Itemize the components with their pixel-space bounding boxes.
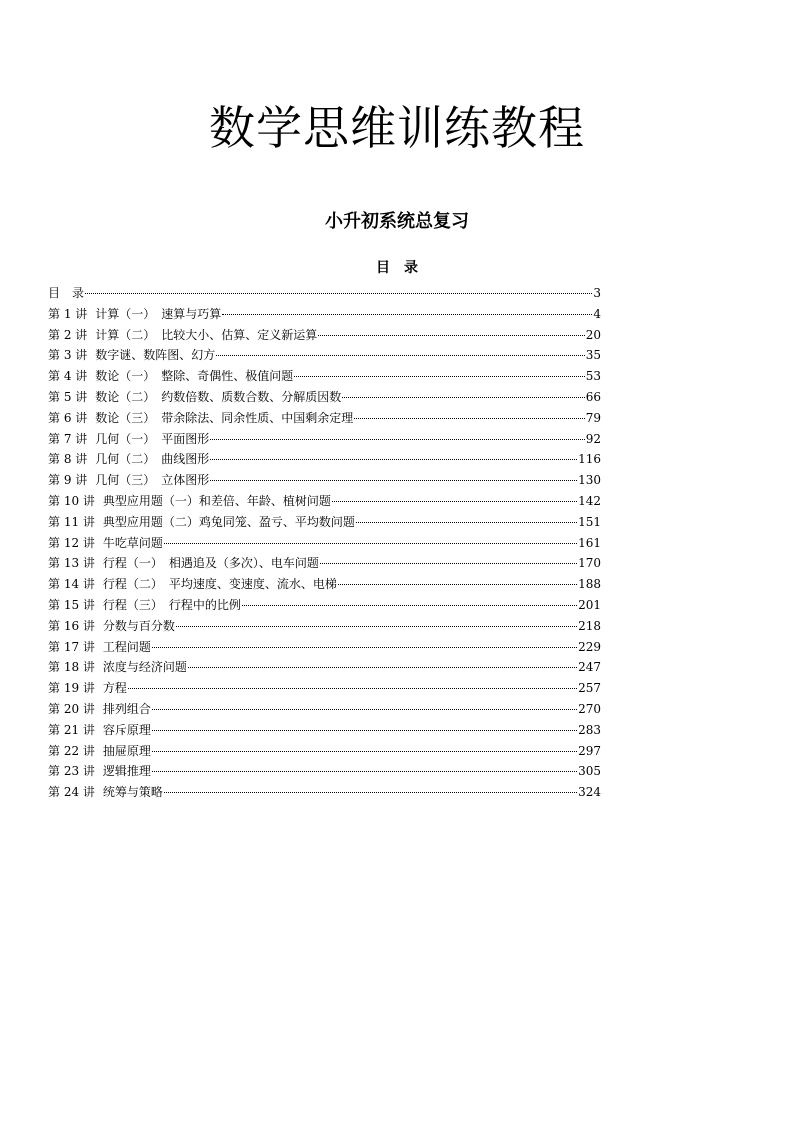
- toc-entry-number: 第 16 讲: [48, 618, 95, 633]
- toc-dot-leader: [152, 647, 577, 648]
- toc-entry-number: 第 10 讲: [48, 493, 95, 508]
- toc-entry-title: 方程: [102, 681, 127, 696]
- toc-dot-leader: [294, 376, 584, 377]
- toc-entry[interactable]: [48, 429, 601, 450]
- toc-entry[interactable]: [48, 533, 601, 554]
- toc-dot-leader: [152, 730, 577, 731]
- toc-entry-number: 第 15 讲: [48, 597, 95, 612]
- toc-entry-page: 3: [593, 286, 601, 300]
- toc-dot-leader: [320, 563, 577, 564]
- toc-entry[interactable]: [48, 574, 601, 595]
- toc-entry-number: 第 24 讲: [48, 785, 95, 800]
- toc-dot-leader: [85, 293, 592, 294]
- toc-entry-number: 第 18 讲: [48, 660, 95, 675]
- toc-dot-leader: [332, 501, 577, 502]
- toc-entry-title: 行程（二） 平均速度、变速度、流水、电梯: [102, 577, 337, 592]
- toc-entry-title: 数字谜、数阵图、幻方: [95, 348, 216, 363]
- toc-dot-leader: [242, 605, 577, 606]
- toc-entry[interactable]: [48, 283, 601, 304]
- toc-entry[interactable]: [48, 408, 601, 429]
- toc-entry-page: 170: [578, 556, 601, 571]
- toc-dot-leader: [164, 543, 577, 544]
- toc-entry-number: 目 录: [48, 286, 85, 300]
- toc-entry-page: 161: [578, 535, 601, 550]
- toc-entry-page: 305: [578, 764, 601, 779]
- toc-entry-title: 容斥原理: [102, 722, 151, 737]
- toc-entry-title: 几何（二） 曲线图形: [95, 452, 210, 467]
- toc-entry-title: 数论（二） 约数倍数、质数合数、分解质因数: [95, 389, 342, 404]
- toc-entry-page: 130: [578, 473, 601, 488]
- toc-entry-page: 201: [578, 597, 601, 612]
- toc-entry-page: 229: [578, 639, 601, 654]
- toc-entry-title: 数论（三） 带余除法、同余性质、中国剩余定理: [95, 410, 354, 425]
- toc-entry[interactable]: [48, 637, 601, 658]
- toc-entry-number: 第 5 讲: [48, 389, 88, 404]
- toc-entry-number: 第 3 讲: [48, 348, 88, 363]
- toc-entry-number: 第 11 讲: [48, 514, 95, 529]
- toc-entry-number: 第 1 讲: [48, 306, 88, 321]
- toc-entry[interactable]: [48, 366, 601, 387]
- toc-entry-title: 典型应用题（二）鸡兔同笼、盈亏、平均数问题: [102, 514, 355, 529]
- toc-dot-leader: [152, 771, 577, 772]
- toc-dot-leader: [152, 751, 577, 752]
- toc-entry-page: 218: [578, 618, 601, 633]
- toc-entry-page: 66: [585, 389, 601, 404]
- toc-entry-title: 排列组合: [102, 701, 151, 716]
- toc-entry-title: 抽屉原理: [102, 743, 151, 758]
- toc-entry-title: 几何（三） 立体图形: [95, 473, 210, 488]
- toc-entry[interactable]: [48, 616, 601, 637]
- toc-entry-page: 257: [578, 681, 601, 696]
- toc-entry-page: 270: [578, 701, 601, 716]
- toc-dot-leader: [188, 667, 577, 668]
- toc-entry[interactable]: [48, 699, 601, 720]
- toc-entry-number: 第 8 讲: [48, 452, 88, 467]
- toc-entry-number: 第 19 讲: [48, 681, 95, 696]
- toc-entry-title: 几何（一） 平面图形: [95, 431, 210, 446]
- toc-entry-number: 第 12 讲: [48, 535, 95, 550]
- toc-entry-page: 35: [585, 348, 601, 363]
- document-subtitle: 小升初系统总复习: [325, 211, 469, 232]
- toc-dot-leader: [152, 709, 577, 710]
- toc-dot-leader: [176, 626, 577, 627]
- toc-entry-number: 第 7 讲: [48, 431, 88, 446]
- toc-entry-title: 数论（一） 整除、奇偶性、极值问题: [95, 369, 294, 384]
- toc-entry-number: 第 22 讲: [48, 743, 95, 758]
- toc-entry-page: 188: [578, 577, 601, 592]
- toc-entry-page: 151: [578, 514, 601, 529]
- toc-entry-number: 第 20 讲: [48, 701, 95, 716]
- toc-entry-page: 79: [585, 410, 601, 425]
- toc-entry-page: 92: [585, 431, 601, 446]
- toc-entry-number: 第 13 讲: [48, 556, 95, 571]
- toc-dot-leader: [356, 522, 577, 523]
- toc-entry[interactable]: [48, 553, 601, 574]
- document-title: 数学思维训练教程: [209, 101, 585, 155]
- toc-entry-number: 第 9 讲: [48, 473, 88, 488]
- toc-dot-leader: [354, 418, 584, 419]
- toc-entry[interactable]: [48, 325, 601, 346]
- toc-entry-number: 第 2 讲: [48, 327, 88, 342]
- toc-entry[interactable]: [48, 761, 601, 782]
- toc-entry[interactable]: [48, 491, 601, 512]
- toc-heading: 目 录: [376, 260, 418, 276]
- toc-dot-leader: [342, 397, 584, 398]
- toc-dot-leader: [164, 792, 577, 793]
- toc-entry[interactable]: [48, 595, 601, 616]
- toc-entry-title: 计算（二） 比较大小、估算、定义新运算: [95, 327, 318, 342]
- toc-entry-number: 第 6 讲: [48, 410, 88, 425]
- toc-dot-leader: [128, 688, 577, 689]
- toc-dot-leader: [210, 480, 577, 481]
- toc-entry-title: 典型应用题（一）和差倍、年龄、植树问题: [102, 493, 331, 508]
- toc-entry-title: 浓度与经济问题: [102, 660, 187, 675]
- toc-entry[interactable]: [48, 782, 601, 803]
- toc-entry[interactable]: [48, 470, 601, 491]
- toc-entry-title: 计算（一） 速算与巧算: [95, 306, 222, 321]
- toc-entry-title: 工程问题: [102, 639, 151, 654]
- toc-entry-number: 第 14 讲: [48, 577, 95, 592]
- toc-entry-page: 283: [578, 722, 601, 737]
- toc-dot-leader: [216, 355, 584, 356]
- toc-entry-number: 第 17 讲: [48, 639, 95, 654]
- toc-entry-page: 142: [578, 493, 601, 508]
- toc-entry[interactable]: [48, 304, 601, 325]
- toc-entry[interactable]: [48, 720, 601, 741]
- toc-entry-title: 行程（三） 行程中的比例: [102, 597, 241, 612]
- toc-entry-page: 324: [578, 785, 601, 800]
- toc-entry-title: 逻辑推理: [102, 764, 151, 779]
- toc-entry[interactable]: [48, 387, 601, 408]
- toc-dot-leader: [222, 314, 592, 315]
- toc-entry-page: 297: [578, 743, 601, 758]
- toc-entry-number: 第 23 讲: [48, 764, 95, 779]
- toc-entry-page: 116: [578, 452, 601, 467]
- toc-entry-title: 牛吃草问题: [102, 535, 163, 550]
- table-of-contents: [48, 283, 601, 803]
- toc-dot-leader: [210, 459, 577, 460]
- toc-entry-title: 统筹与策略: [102, 785, 163, 800]
- toc-entry[interactable]: [48, 741, 601, 762]
- toc-entry-number: 第 21 讲: [48, 722, 95, 737]
- toc-dot-leader: [318, 335, 584, 336]
- toc-entry[interactable]: [48, 657, 601, 678]
- toc-entry-page: 247: [578, 660, 601, 675]
- toc-entry[interactable]: [48, 678, 601, 699]
- toc-entry[interactable]: [48, 449, 601, 470]
- toc-entry-title: 行程（一） 相遇追及（多次）、电车问题: [102, 556, 319, 571]
- toc-entry-page: 4: [593, 306, 601, 321]
- toc-entry-title: 分数与百分数: [102, 618, 175, 633]
- toc-dot-leader: [338, 584, 577, 585]
- toc-entry-number: 第 4 讲: [48, 369, 88, 384]
- toc-entry[interactable]: [48, 512, 601, 533]
- toc-dot-leader: [210, 439, 584, 440]
- toc-entry-page: 53: [585, 369, 601, 384]
- toc-entry[interactable]: [48, 345, 601, 366]
- toc-entry-page: 20: [585, 327, 601, 342]
